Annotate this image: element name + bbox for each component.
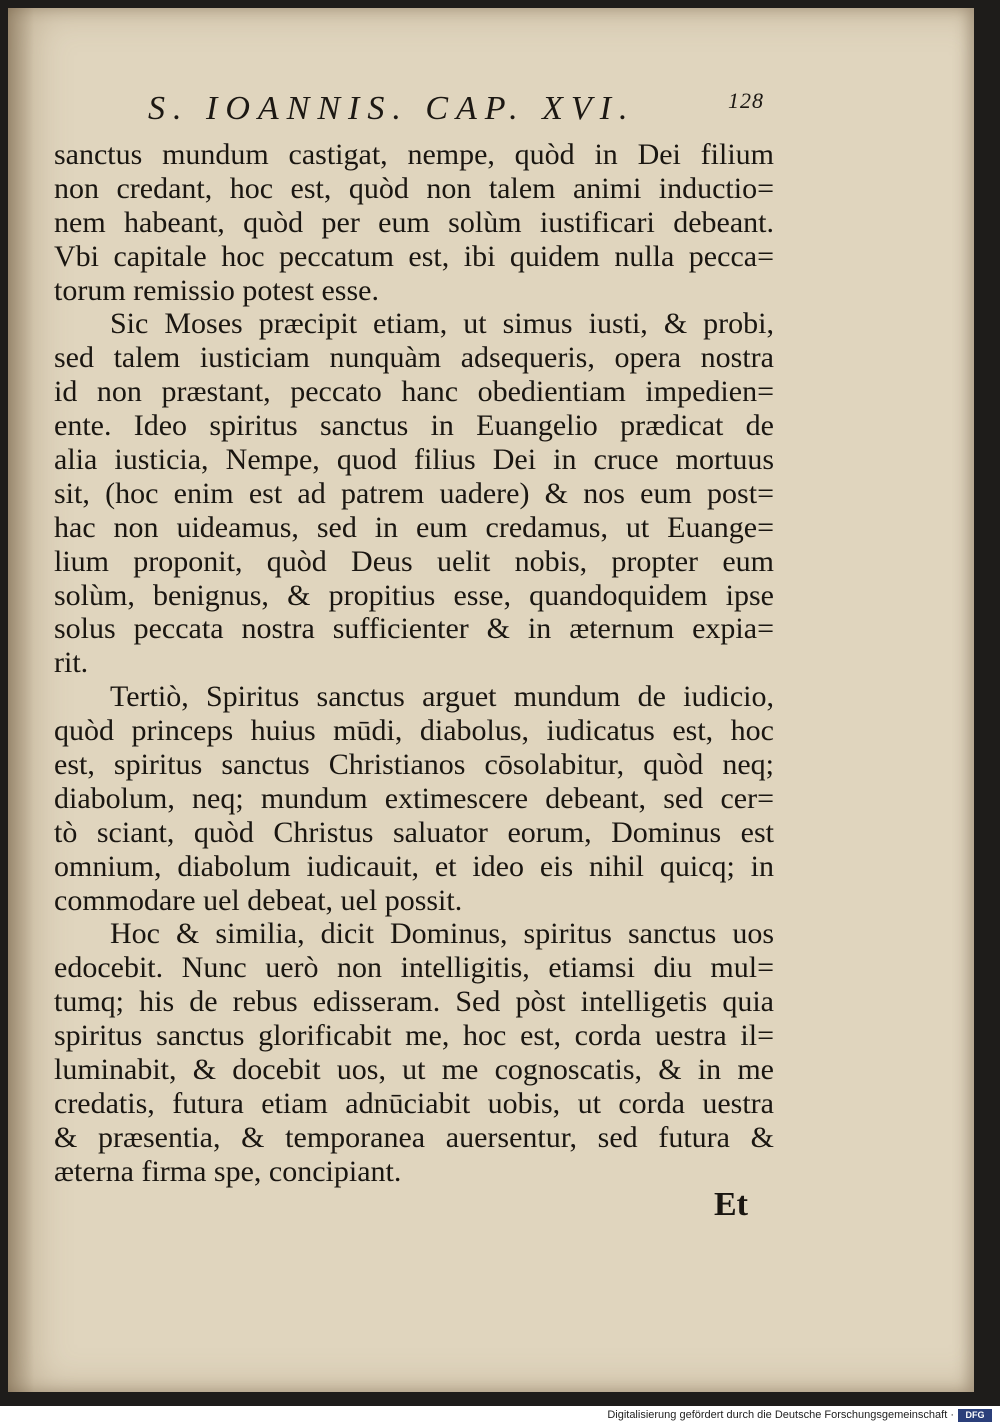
- dfg-logo: DFG: [958, 1409, 992, 1422]
- page-number: 128: [728, 88, 764, 113]
- text-line: diabolum, neq; mundum extimescere debeant, sed cer=: [54, 781, 774, 815]
- funding-credit: Digitalisierung gefördert durch die Deutsche Forschungsgemeinschaft ·: [607, 1409, 954, 1421]
- body-text: [54, 138, 774, 1189]
- text-line: Sic Moses præcipit etiam, ut simus iusti, & probi,: [110, 307, 774, 341]
- text-line: spiritus sanctus glorificabit me, hoc est, corda uestra il=: [54, 1019, 774, 1053]
- text-line: id non præstant, peccato hanc obedientiam impedien=: [54, 375, 774, 409]
- text-line: est, spiritus sanctus Christianos cōsolabitur, quòd neq;: [54, 748, 774, 782]
- text-line: sit, (hoc enim est ad patrem uadere) & nos eum post=: [54, 476, 774, 510]
- book-page: [8, 8, 974, 1392]
- text-line: alia iusticia, Nempe, quod filius Dei in cruce mortuus: [54, 443, 774, 477]
- text-line: nem habeant, quòd per eum solùm iustificari debeant.: [54, 205, 774, 239]
- text-line: æterna firma spe, concipiant.: [54, 1154, 402, 1188]
- text-line: Hoc & similia, dicit Dominus, spiritus sanctus uos: [110, 917, 774, 951]
- text-line: sed talem iusticiam nunquàm adsequeris, opera nostra: [54, 341, 774, 375]
- text-line: rit.: [54, 646, 89, 680]
- text-line: hac non uideamus, sed in eum credamus, ut Euange=: [54, 510, 774, 544]
- text-line: Tertiò, Spiritus sanctus arguet mundum de iudicio,: [110, 680, 774, 714]
- text-line: sanctus mundum castigat, nempe, quòd in Dei filium: [54, 138, 774, 171]
- text-line: commodare uel debeat, uel possit.: [54, 883, 463, 917]
- running-head-title: S. IOANNIS. CAP. XVI.: [148, 90, 636, 127]
- running-head: [148, 88, 764, 134]
- catchword: Et: [714, 1186, 748, 1223]
- text-line: torum remissio potest esse.: [54, 273, 379, 307]
- digitization-footer: [0, 1406, 1000, 1426]
- text-line: solùm, benignus, & propitius esse, quandoquidem ipse: [54, 578, 774, 612]
- text-line: luminabit, & docebit uos, ut me cognoscatis, & in me: [54, 1053, 774, 1087]
- text-line: edocebit. Nunc uerò non intelligitis, etiamsi diu mul=: [54, 951, 774, 985]
- text-line: lium proponit, quòd Deus uelit nobis, propter eum: [54, 544, 774, 578]
- text-line: Vbi capitale hoc peccatum est, ibi quidem nulla pecca=: [54, 239, 774, 273]
- text-line: ente. Ideo spiritus sanctus in Euangelio prædicat de: [54, 409, 774, 443]
- text-line: & præsentia, & temporanea auersentur, sed futura &: [54, 1120, 774, 1154]
- text-line: solus peccata nostra sufficienter & in æternum expia=: [54, 612, 774, 646]
- text-line: tò sciant, quòd Christus saluator eorum, Dominus est: [54, 815, 774, 849]
- text-line: tumq; his de rebus edisseram. Sed pòst intelligetis quia: [54, 985, 774, 1019]
- text-line: credatis, futura etiam adnūciabit uobis, ut corda uestra: [54, 1086, 774, 1120]
- text-line: quòd princeps huius mūdi, diabolus, iudicatus est, hoc: [54, 714, 774, 748]
- text-line: non credant, hoc est, quòd non talem animi inductio=: [54, 171, 774, 205]
- text-line: omnium, diabolum iudicauit, et ideo eis nihil quicq; in: [54, 849, 774, 883]
